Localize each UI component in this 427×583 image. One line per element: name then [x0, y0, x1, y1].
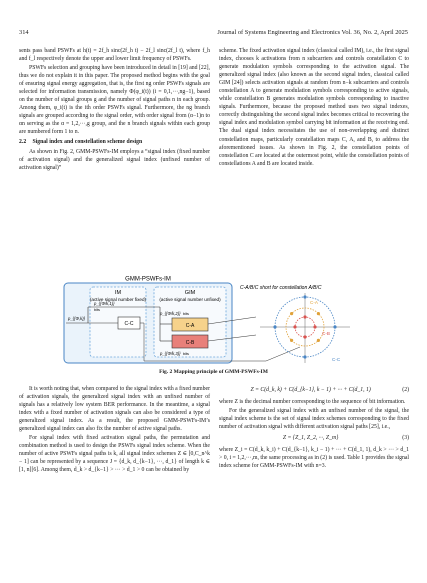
ca-const-label: C-A: [310, 300, 318, 305]
legend-text: C-A/B/C short for constellation A/B/C: [240, 285, 322, 291]
outer-title: GMM-PSWFs-IM: [125, 276, 171, 283]
paragraph: For signal index with fixed activation signal paths, the permutation and combination method is used to design the PSWFs signal index scheme. When the number of active PSWFs signal paths is k, all signal index schemes Z ∈ [0,C_n^k − 1] can be represented by a sequence J = {d_k, d_{k−1}, ···, d_1} of length k ∈ [1, n][6]. Among them, d_k > d_{k−1} > ··· > d_1 > 0 can be obtained by: [19, 434, 210, 474]
gim-subtitle: (active signal number unfixed): [159, 297, 221, 302]
equation-3: [219, 434, 409, 442]
cb-const-label: C-B: [322, 331, 330, 336]
cc-point: [303, 355, 306, 358]
cb-point: [303, 335, 306, 338]
im-title: IM: [114, 290, 122, 296]
cc-point: [303, 295, 306, 298]
section-title: Signal index and constellation scheme design: [32, 139, 143, 146]
p2-label: p_{(Φ/k,2)}: [160, 311, 181, 316]
paragraph: For the generalized signal index with an unfixed number of the signal, the signal index scheme is the set of signal index schemes corresponding to the fixed number of activation signal with different activation signal paths [25], i.e.,: [219, 407, 409, 430]
paragraph: PSWFs selection and grouping have been introduced in detail in [19] and [22], thus we do not explain it in this paper. The proposed method begins with the goal of ensuring signal energy aggregation, that is, the first ng order PSWFs signals are selected for information transmission, namely Φ(φ_i(t)) (i = 0,1,···,ng−1), based on the number of signal groups g and the number of signal paths n in each group. Among them, φ_i(t) is the ith order PSWFs signal. Furthermore, the ng branch signals are grouped according to the signal order, with order signal from (α−1)n to αn serving as the α = 1,2,···,g group, and the n branch signals within each group are numbered form 1 to n.: [19, 64, 210, 136]
page-number: 314: [19, 29, 29, 36]
cc-box-label: C-C: [124, 321, 134, 327]
cb-point: [313, 325, 316, 328]
equation-number: (3): [402, 434, 409, 441]
input-label: p_{(Φ,k)}: [68, 316, 86, 321]
bits-label-1: bits: [94, 308, 100, 312]
left-column-bottom: [19, 385, 210, 475]
gim-title: GIM: [184, 290, 196, 296]
journal-header: Journal of Systems Engineering and Electronics Vol. 36, No. 2, April 2025: [217, 29, 408, 36]
figure-diagram: [60, 275, 370, 368]
equation-body: Z = C(d_k, k) + C(d_{k−1}, k − 1) + ··· + C(d_1, 1): [250, 387, 371, 393]
cc-point: [333, 325, 336, 328]
right-column-top: [219, 47, 409, 168]
ca-point: [290, 312, 293, 315]
ca-point: [317, 312, 320, 315]
cc-const-label: C-C: [332, 357, 341, 362]
right-column-bottom: [219, 383, 409, 471]
ca-box-label: C-A: [185, 323, 195, 329]
ca-point: [317, 339, 320, 342]
paragraph: sents pass band PSWFs at h(t) = 2f_h sinc(2f_h t) − 2f_l sinc(2f_l t), where f_h and f_l respectively denote the upper and lower limit frequency of PSWFs.: [19, 48, 210, 63]
section-heading: [19, 138, 210, 146]
figure-caption: Fig. 2 Mapping principle of GMM-PSWFs-IM: [159, 369, 268, 375]
equation-2: [219, 386, 409, 394]
cb-box-label: C-B: [185, 340, 195, 346]
im-subtitle: (active signal number fixed): [89, 297, 147, 302]
constellation-diagram: [260, 293, 350, 363]
paragraph: where Z is the decimal number corresponding to the sequence of bit information.: [219, 399, 406, 406]
paragraph: scheme. The fixed activation signal index (classical called IM), i.e., the first signal index, chooses k activations from n subcarriers and controls constellation C to generate modulation symbols corresponding to the activation signal. The generalized signal index (also known as the second signal index, classical called GIM [24]) selects activation signals at random from n−k subcarriers and controls constellation A to generate modulation symbols corresponding to active signals, while constellation B generates modulation symbols corresponding to inactive signals. Furthermore, because the proposed method uses two signal indexes, correctly distinguishing the second signal index becomes critical to recovering the signal index and modulation symbol carrying bit information at the receiving end. The dual signal index necessitates the use of non-overlapping and distinct constellation maps, particularly constellation maps C, A, and B, to address the aforementioned issues. As shown in Fig. 2, the constellation points of constellation C are located at the outermost point, while the constellation points of constellations A and B are located inside.: [219, 48, 409, 167]
equation-body: Z = {Z_1, Z_2, ···, Z_m}: [282, 434, 339, 441]
cb-point: [293, 325, 296, 328]
p1-label: p_{(Φ/k,1)}: [94, 301, 115, 306]
paragraph: As shown in Fig. 2, GMM-PSWFs-IM employs a “signal index (fixed number of activation signal) and the generalized signal index (unfixed number of activation signal)”: [19, 149, 210, 172]
cc-point: [273, 325, 276, 328]
section-number: 2.2: [19, 139, 27, 146]
left-column-top: [19, 47, 210, 173]
p3-label: p_{(Φ/k,3)}: [160, 351, 181, 356]
figure-2: [60, 275, 370, 368]
equation-number: (2): [402, 387, 409, 393]
cb-point: [303, 315, 306, 318]
bits-label-2: bits: [183, 312, 189, 316]
paragraph: where Z_i = C(d_k, k_i) + C(d_{k−1}, k_i − 1) + ··· + C(d_1, 1), d_k > ··· > d_1 > 0, i = 1,2,···,m, the same processing as in (2) is used. Table 1 provides the signal index scheme for GMM-PSWFs-IM with n=3.: [219, 446, 409, 469]
bits-label-3: bits: [183, 352, 189, 356]
paragraph: It is worth noting that, when compared to the signal index with a fixed number of activation signals, the generalized signal index with an unfixed number of signals has a relatively low system BER performance. In the meantime, a signal index with a fixed number of activation signals can also be considered a type of generalized signal index. As a result, the proposed GMM-PSWFs-IM’s generalized signal index can also fix the number of active signal paths.: [19, 386, 210, 433]
ca-point: [290, 339, 293, 342]
